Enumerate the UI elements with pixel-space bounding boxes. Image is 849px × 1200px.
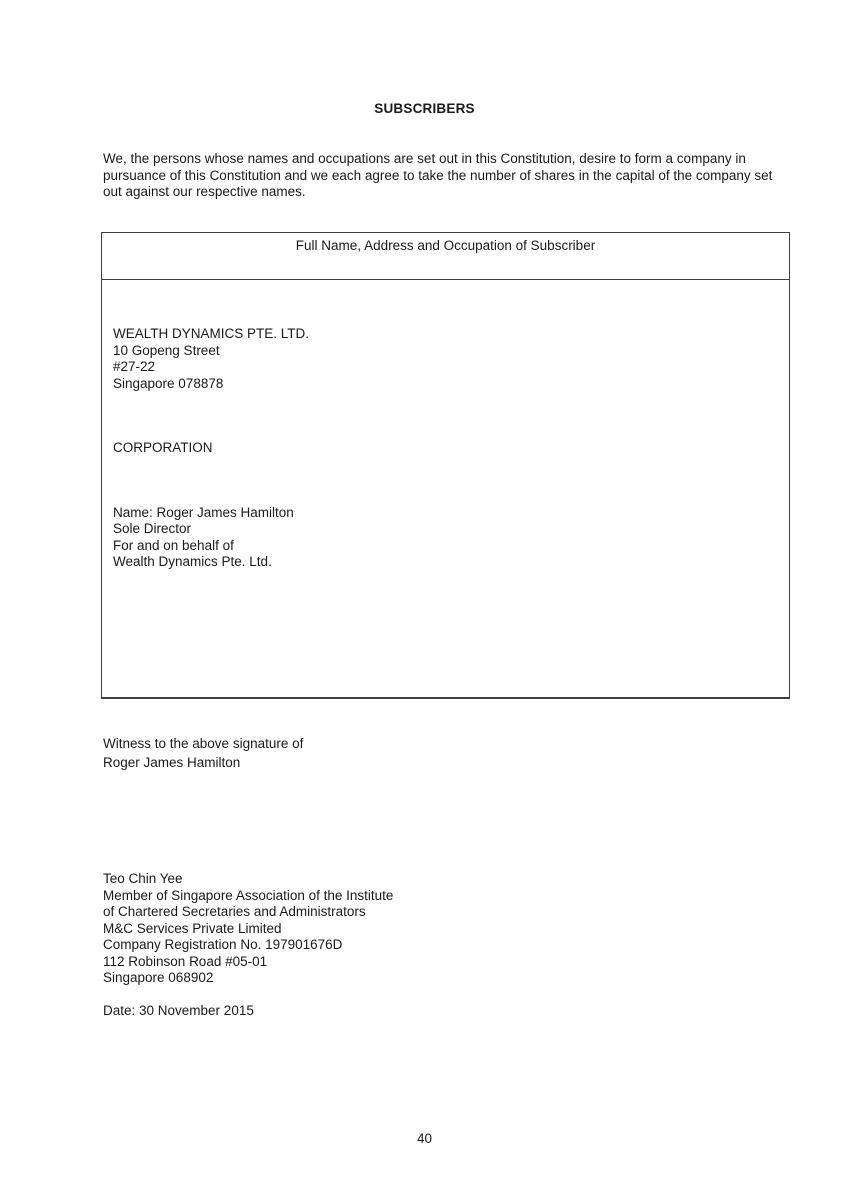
signatory-behalf-line: Wealth Dynamics Pte. Ltd. — [113, 554, 272, 569]
subscriber-signatory-block — [113, 505, 778, 571]
subscriber-company-block — [113, 326, 778, 392]
witness-membership-line: of Chartered Secretaries and Administrators — [103, 904, 366, 919]
witness-details-block — [103, 871, 393, 987]
witness-membership-line: Member of Singapore Association of the Institute — [103, 887, 394, 903]
witness-name: Teo Chin Yee — [103, 871, 183, 886]
page-number: 40 — [416, 1131, 433, 1146]
witness-address-line: Singapore 068902 — [103, 970, 214, 985]
subscriber-occupation-block — [113, 440, 778, 457]
page-title: SUBSCRIBERS — [374, 101, 475, 116]
subscriber-company-name: WEALTH DYNAMICS PTE. LTD. — [113, 326, 310, 341]
subscriber-occupation: CORPORATION — [113, 440, 213, 455]
signing-date: Date: 30 November 2015 — [103, 1003, 254, 1018]
subscriber-address-line: Singapore 078878 — [113, 375, 224, 391]
witness-address-line: 112 Robinson Road #05-01 — [103, 953, 268, 969]
subscriber-table-cell — [102, 326, 789, 571]
witness-subject-name: Roger James Hamilton — [103, 755, 241, 770]
subscriber-table-header: Full Name, Address and Occupation of Subscriber — [102, 233, 789, 280]
signatory-behalf-line: For and on behalf of — [113, 537, 234, 553]
intro-paragraph: We, the persons whose names and occupations are set out in this Constitution, desire to form a company in pursuance of this Constitution and we each agree to take the number of shares in the capital of the company set out against our respective names. — [103, 151, 773, 199]
witness-statement: Witness to the above signature of — [103, 736, 304, 751]
signatory-name: Name: Roger James Hamilton — [113, 504, 294, 520]
subscriber-address-line: #27-22 — [113, 359, 156, 374]
witness-firm: M&C Services Private Limited — [103, 920, 282, 936]
subscriber-table — [101, 232, 790, 699]
subscriber-address-line: 10 Gopeng Street — [113, 342, 220, 358]
witness-firm-registration: Company Registration No. 197901676D — [103, 937, 343, 952]
witness-block — [103, 734, 303, 772]
signatory-title: Sole Director — [113, 521, 192, 536]
